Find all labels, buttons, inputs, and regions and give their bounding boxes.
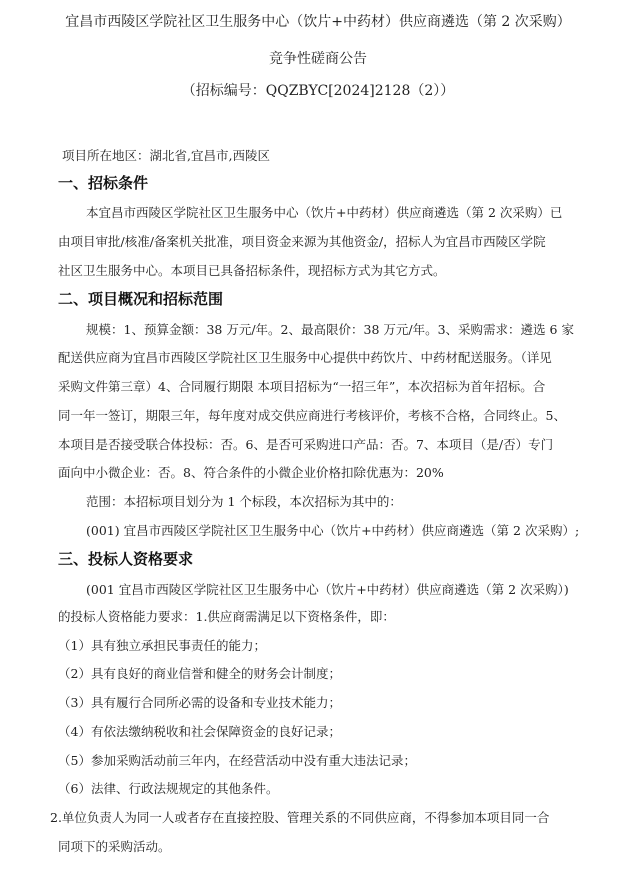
section3-heading: 三、投标人资格要求 xyxy=(58,550,194,568)
section2-scope-line: 范围：本招标项目划分为 1 个标段，本次招标为其中的： xyxy=(86,494,402,509)
section2-line: 采购文件第三章）4、合同履行期限 本项目招标为“一招三年”，本次招标为首年招标。合 xyxy=(58,379,546,394)
section2-line: 面向中小微企业：否。8、符合条件的小微企业价格扣除优惠为：20% xyxy=(58,465,444,480)
section1-heading: 一、招标条件 xyxy=(58,174,149,192)
section1-line: 由项目审批/核准/备案机关批准，项目资金来源为其他资金/，招标人为宜昌市西陵区学院 xyxy=(58,234,546,249)
project-location: 项目所在地区：湖北省,宜昌市,西陵区 xyxy=(62,148,270,163)
qualification-item: （5）参加采购活动前三年内，在经营活动中没有重大违法记录； xyxy=(58,753,416,768)
section3-line: 的投标人资格能力要求：1.供应商需满足以下资格条件，即： xyxy=(58,609,395,624)
qualification-item: （6）法律、行政法规规定的其他条件。 xyxy=(58,781,279,796)
section3-line: (001 宜昌市西陵区学院社区卫生服务中心（饮片+中药材）供应商遴选（第 2 次采购）) xyxy=(86,582,569,597)
qualification-item: （4）有依法缴纳税收和社会保障资金的良好记录； xyxy=(58,724,341,739)
section1-line: 本宜昌市西陵区学院社区卫生服务中心（饮片+中药材）供应商遴选（第 2 次采购）已 xyxy=(86,205,563,220)
section2-line: 规模：1、预算金额：38 万元/年。2、最高限价：38 万元/年。3、采购需求：遴选 6 家 xyxy=(86,322,574,337)
qualification-item: （1）具有独立承担民事责任的能力； xyxy=(58,638,266,653)
title-line-2: 竞争性磋商公告 xyxy=(269,51,367,67)
section2-line: 同一年一签订，期限三年，每年度对成交供应商进行考核评价，考核不合格，合同终止。5、 xyxy=(58,408,566,423)
section2-line: 本项目是否接受联合体投标：否。6、是否可采购进口产品：否。7、本项目（是/否）专门 xyxy=(58,437,554,452)
section3-line: 同项下的采购活动。 xyxy=(58,839,171,854)
section1-line: 社区卫生服务中心。本项目已具备招标条件，现招标方式为其它方式。 xyxy=(58,263,446,278)
qualification-item: （3）具有履行合同所必需的设备和专业技术能力； xyxy=(58,695,341,710)
title-line-3: （招标编号：QQZBYC[2024]2128（2）） xyxy=(181,83,455,99)
qualification-item: （2）具有良好的商业信誉和健全的财务会计制度； xyxy=(58,666,341,681)
section2-scope-line: (001) 宜昌市西陵区学院社区卫生服务中心（饮片+中药材）供应商遴选（第 2 次采购）; xyxy=(86,523,580,538)
section3-line: 2.单位负责人为同一人或者存在直接控股、管理关系的不同供应商，不得参加本项目同一合 xyxy=(50,810,550,825)
section2-heading: 二、项目概况和招标范围 xyxy=(58,290,224,308)
title-line-1: 宜昌市西陵区学院社区卫生服务中心（饮片+中药材）供应商遴选（第 2 次采购） xyxy=(65,14,571,30)
section2-line: 配送供应商为宜昌市西陵区学院社区卫生服务中心提供中药饮片、中药材配送服务。（详见 xyxy=(58,350,552,365)
